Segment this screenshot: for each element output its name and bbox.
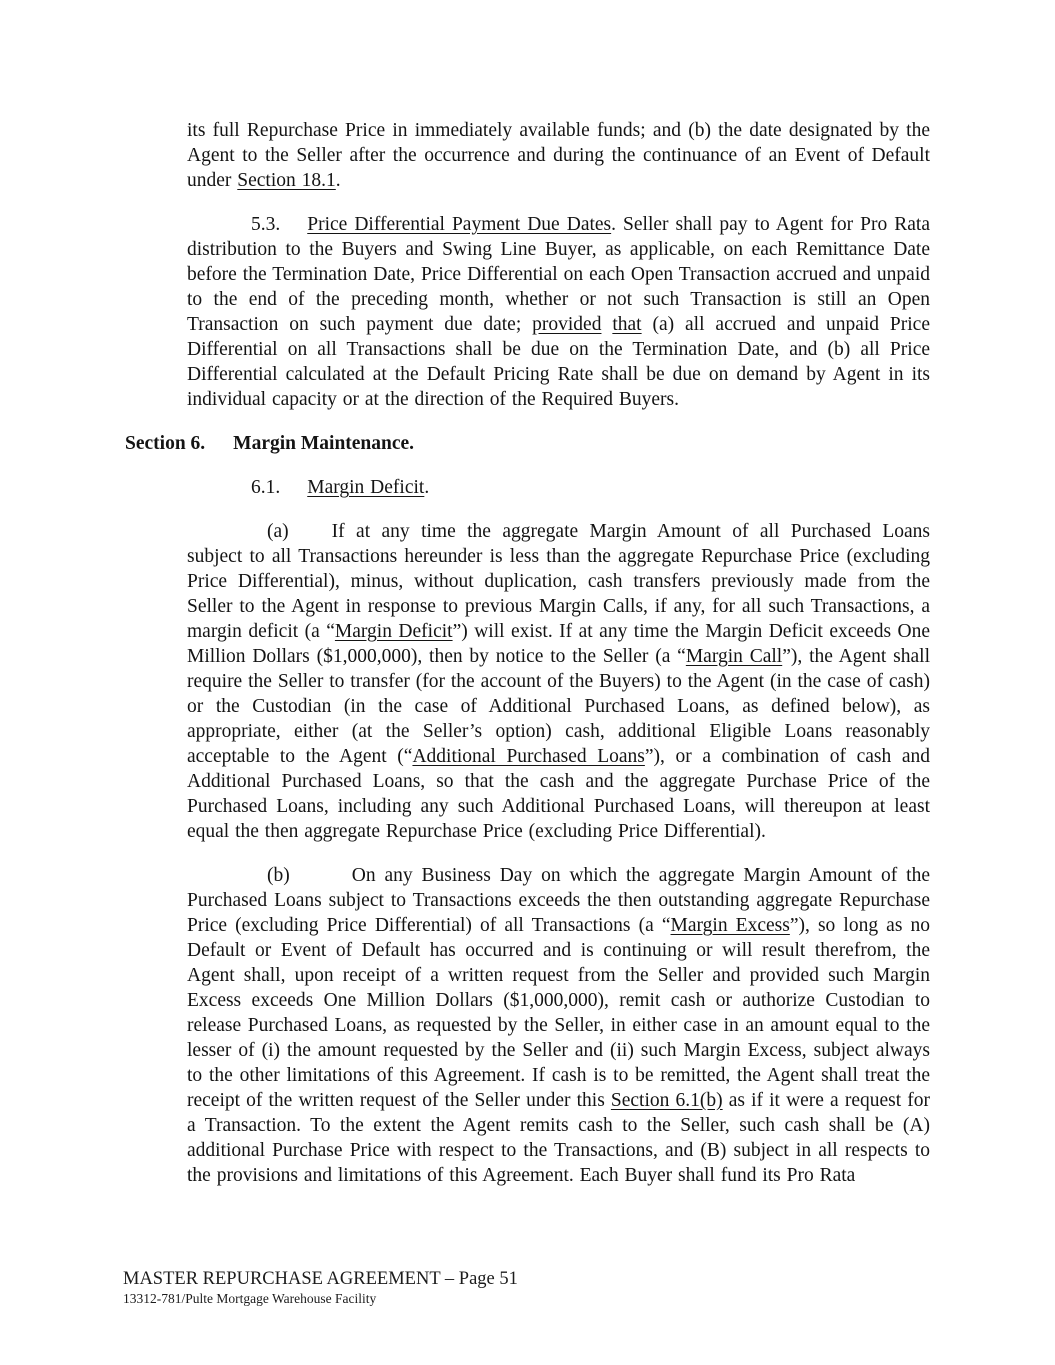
underlined-term: provided xyxy=(532,314,602,335)
paragraph-text xyxy=(187,214,930,410)
text-segment: On any Business Day on which the aggregate Margin Amount of the Purchased Loans subject to Transactions exceeds the then outstanding aggregate Repurchase Price (excluding Price Differential) of all Transactions (a “ xyxy=(187,865,930,936)
paragraph-number: 5.3. xyxy=(251,214,281,235)
paragraph-continuation xyxy=(187,118,930,193)
paragraph-text xyxy=(187,865,930,1186)
paragraph-5-3 xyxy=(187,212,930,412)
section-title: Margin Maintenance. xyxy=(233,433,415,454)
footer-document-title: MASTER REPURCHASE AGREEMENT – Page 51 xyxy=(123,1269,518,1289)
underlined-term: that xyxy=(612,314,642,335)
text-segment: . xyxy=(424,477,430,498)
text-segment: . xyxy=(335,170,341,191)
underlined-term: Price Differential Payment Due Dates xyxy=(307,214,612,235)
text-segment: ”), so long as no Default or Event of Default has occurred and is continuing or will result therefrom, the Agent shall, upon receipt of a written request from the Seller and provided such Margin Excess exceeds One Million Dollars ($1,000,000), remit cash or authorize Custodian to release Purchased Loans, as requested by the Seller, in either case in an amount equal to the lesser of (i) the amount requested by the Seller and (ii) such Margin Excess, subject always to the other limitations of this Agreement. If cash is to be remitted, the Agent shall treat the receipt of the written request of the Seller under this xyxy=(187,915,931,1111)
text-segment: its full Repurchase Price in immediately available funds; and (b) the date designated by the Agent to the Seller after the occurrence and during the continuance of an Event of Default under xyxy=(187,120,930,191)
section-6-heading xyxy=(125,431,930,456)
paragraph-text xyxy=(187,120,930,191)
underlined-term: Margin Call xyxy=(685,646,783,667)
document-body xyxy=(125,118,930,1188)
underlined-term: Section 18.1 xyxy=(237,170,336,191)
underlined-term: Margin Excess xyxy=(670,915,790,936)
paragraph-letter: (a) xyxy=(267,521,289,542)
subsection-6-1-heading xyxy=(187,475,930,500)
text-segment: ”) will exist. If at any time the Margin Deficit exceeds One Million Dollars ($1,000,000), then by notice to the Seller (a “ xyxy=(187,621,930,667)
text-segment: (a) all accrued and unpaid Price Differential on all Transactions shall be due on the Termination Date, and (b) all Price Differential calculated at the Default Pricing Rate shall be due on demand by Agent in its individual capacity or at the direction of the Required Buyers. xyxy=(187,314,930,410)
text-segment: as if it were a request for a Transaction. To the extent the Agent remits cash to the Seller, such cash shall be (A) additional Purchase Price with respect to the Transactions, and (B) subject in all respects to the provisions and limitations of this Agreement. Each Buyer shall fund its Pro Rata xyxy=(187,1090,930,1186)
underlined-term: Margin Deficit xyxy=(307,477,425,498)
section-number: Section 6. xyxy=(125,433,206,454)
paragraph-letter: (b) xyxy=(267,865,290,886)
text-segment xyxy=(601,314,612,335)
paragraph-text xyxy=(187,521,930,842)
underlined-term: Margin Deficit xyxy=(334,621,453,642)
underlined-term: Additional Purchased Loans xyxy=(412,746,645,767)
text-segment: ”), the Agent shall require the Seller to transfer (for the account of the Buyers) to the Agent (in the case of cash) or the Custodian (in the case of Additional Purchased Loans, as defined below), as appropriate, either (at the Seller’s option) cash, additional Eligible Loans reasonably acceptable to the Agent (“ xyxy=(187,646,930,767)
text-segment: . Seller shall pay to Agent for Pro Rata distribution to the Buyers and Swing Line Buyer, as applicable, on each Remittance Date before the Termination Date, Price Differential on each Open Transaction accrued and unpaid to the end of the preceding month, whether or not such Transaction is still an Open Transaction on such payment due date; xyxy=(187,214,930,335)
paragraph-a xyxy=(187,519,930,844)
text-segment: If at any time the aggregate Margin Amount of all Purchased Loans subject to all Transactions hereunder is less than the aggregate Repurchase Price (excluding Price Differential), minus, without duplication, cash transfers previously made from the Seller to the Agent in response to previous Margin Calls, if any, for all such Transactions, a margin deficit (a “ xyxy=(187,521,930,642)
footer-matter-reference: 13312-781/Pulte Mortgage Warehouse Facility xyxy=(123,1291,377,1306)
subsection-title xyxy=(307,477,429,498)
underlined-term: Section 6.1(b) xyxy=(610,1090,723,1111)
subsection-number: 6.1. xyxy=(251,477,281,498)
page-footer xyxy=(123,1268,518,1307)
paragraph-b xyxy=(187,863,930,1188)
text-segment: ”), or a combination of cash and Additional Purchased Loans, so that the cash and the aggregate Purchase Price of the Purchased Loans, including any such Additional Purchased Loans, will thereupon at least equal the then aggregate Repurchase Price (excluding Price Differential). xyxy=(187,746,930,842)
